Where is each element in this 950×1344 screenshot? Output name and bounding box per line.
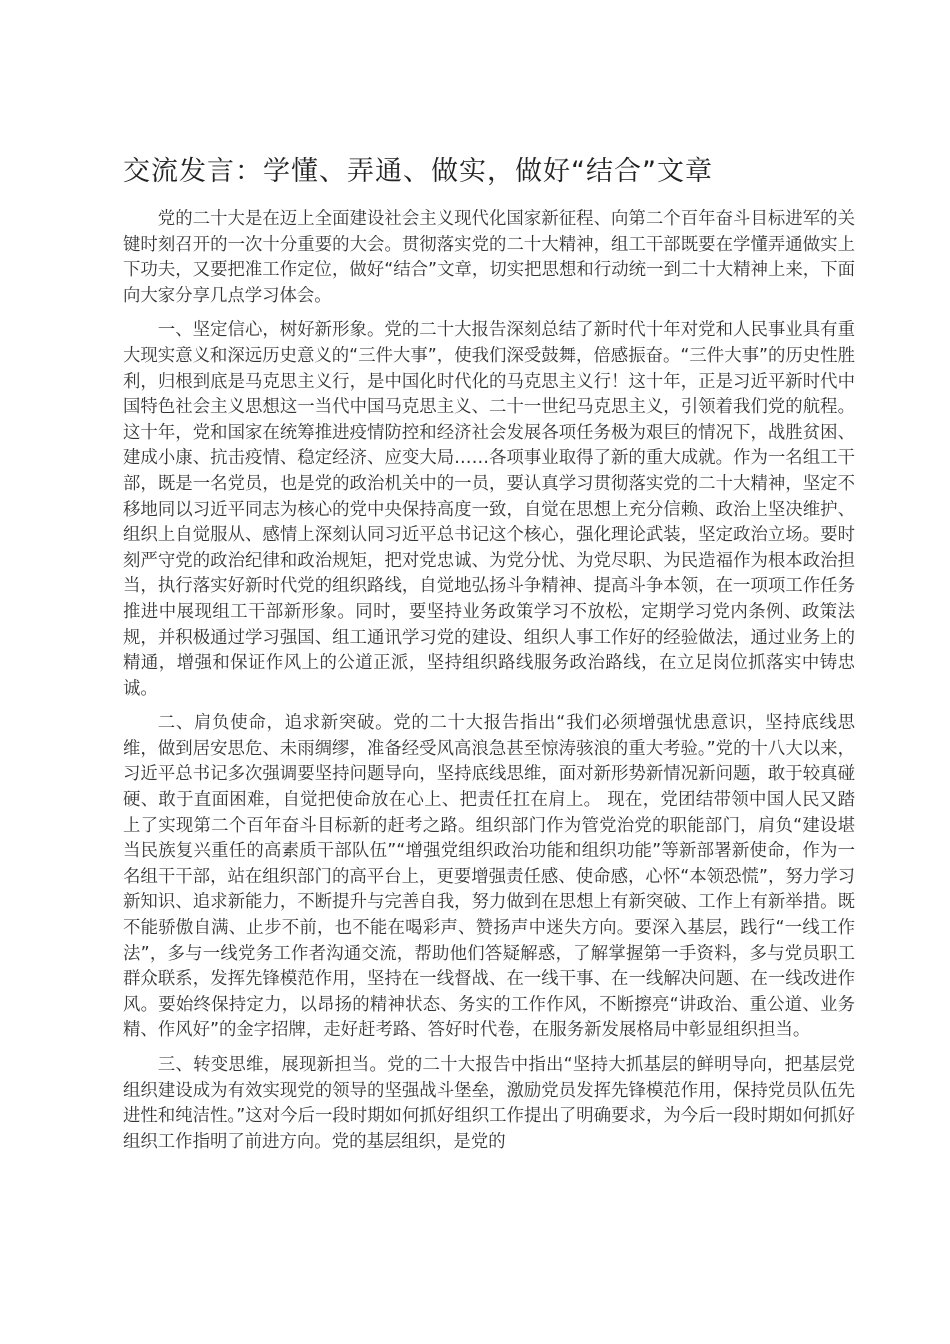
paragraph-intro: 党的二十大是在迈上全面建设社会主义现代化国家新征程、向第二个百年奋斗目标进军的关键时刻召开的一次十分重要的大会。贯彻落实党的二十大精神，组工干部既要在学懂弄通做实上下功夫，又要把准工作定位，做好“结合”文章，切实把思想和行动统一到二十大精神上来，下面向大家分享几点学习体会。: [123, 209, 855, 306]
document-title: 交流发言：学懂、弄通、做实，做好“结合”文章: [123, 156, 713, 187]
document-body: [123, 207, 855, 1164]
paragraph-section-1: 一、坚定信心，树好新形象。党的二十大报告深刻总结了新时代十年对党和人民事业具有重大现实意义和深远历史意义的“三件大事”，使我们深受鼓舞，倍感振奋。“三件大事”的历史性胜利，归根到底是马克思主义行，是中国化时代化的马克思主义行！这十年，正是习近平新时代中国特色社会主义思想这一当代中国马克思主义、二十一世纪马克思主义，引领着我们党的航程。这十年，党和国家在统筹推进疫情防控和经济社会发展各项任务极为艰巨的情况下，战胜贫困、建成小康、抗击疫情、稳定经济、应变大局……各项事业取得了新的重大成就。作为一名组工干部，既是一名党员，也是党的政治机关中的一员，要认真学习贯彻落实党的二十大精神，坚定不移地同以习近平同志为核心的党中央保持高度一致，自觉在思想上充分信赖、政治上坚决维护、组织上自觉服从、感情上深刻认同习近平总书记这个核心，强化理论武装，坚定政治立场。要时刻严守党的政治纪律和政治规矩，把对党忠诚、为党分忧、为党尽职、为民造福作为根本政治担当，执行落实好新时代党的组织路线，自觉地弘扬斗争精神、提高斗争本领，在一项项工作任务推进中展现组工干部新形象。同时，要坚持业务政策学习不放松，定期学习党内条例、政策法规，并积极通过学习强国、组工通讯学习党的建设、组织人事工作好的经验做法，通过业务上的精通，增强和保证作风上的公道正派，坚持组织路线服务政治路线，在立足岗位抓落实中铸忠诚。: [123, 320, 855, 699]
paragraph-section-2: 二、肩负使命，追求新突破。党的二十大报告指出“我们必须增强忧患意识，坚持底线思维，做到居安思危、未雨绸缪，准备经受风高浪急甚至惊涛骇浪的重大考验。”党的十八大以来，习近平总书记多次强调要坚持问题导向，坚持底线思维，面对新形势新情况新问题，敢于较真碰硬、敢于直面困难，自觉把使命放在心上、把责任扛在肩上。 现在，党团结带领中国人民又踏上了实现第二个百年奋斗目标新的赶考之路。组织部门作为管党治党的职能部门，肩负“建设堪当民族复兴重任的高素质干部队伍”“增强党组织政治功能和组织功能”等新部署新使命，作为一名组干干部，站在组织部门的高平台上，更要增强责任感、使命感，心怀“本领恐慌”，努力学习新知识、追求新能力，不断提升与完善自我，努力做到在思想上有新突破、工作上有新举措。既不能骄傲自满、止步不前，也不能在喝彩声、赞扬声中迷失方向。要深入基层，践行“一线工作法”，多与一线党务工作者沟通交流，帮助他们答疑解惑，了解掌握第一手资料，多与党员职工群众联系，发挥先锋模范作用，坚持在一线督战、在一线干事、在一线解决问题、在一线改进作风。要始终保持定力，以昂扬的精神状态、务实的工作作风，不断擦亮“讲政治、重公道、业务精、作风好”的金字招牌，走好赶考路、答好时代卷，在服务新发展格局中彰显组织担当。: [123, 713, 855, 1041]
paragraph-section-3: 三、转变思维，展现新担当。党的二十大报告中指出“坚持大抓基层的鲜明导向，把基层党组织建设成为有效实现党的领导的坚强战斗堡垒，激励党员发挥先锋模范作用，保持党员队伍先进性和纯洁性。”这对今后一段时期如何抓好组织工作提出了明确要求，为今后一段时期如何抓好组织工作指明了前进方向。党的基层组织，是党的: [123, 1055, 855, 1152]
